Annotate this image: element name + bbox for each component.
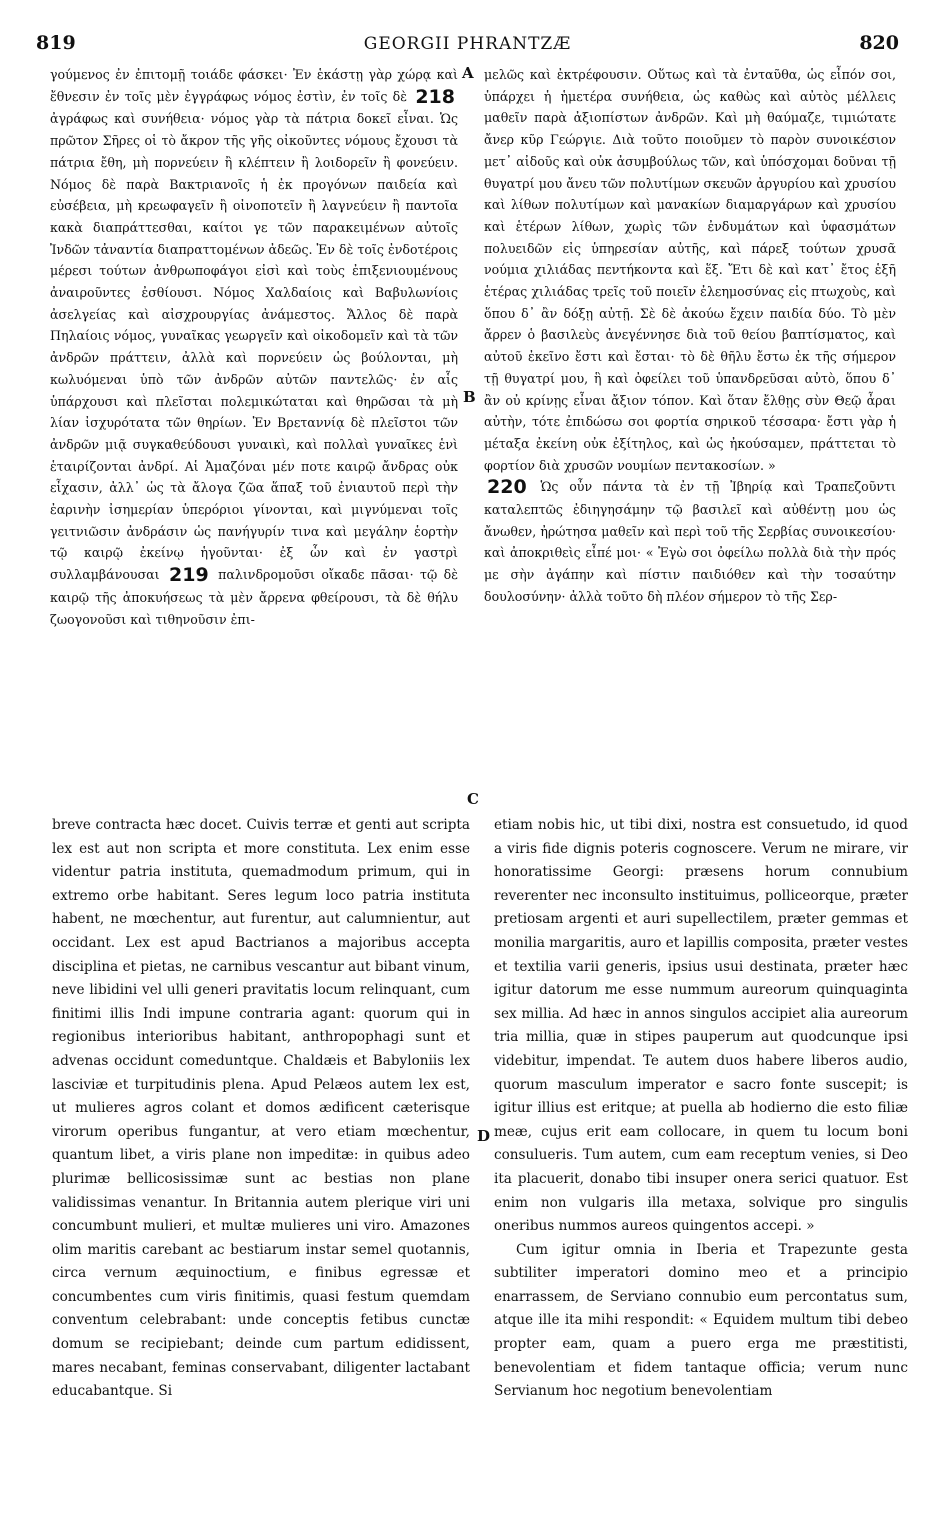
greek-column-right — [484, 64, 896, 804]
margin-letter-a: A — [462, 64, 474, 82]
margin-letter-b: B — [463, 388, 476, 406]
running-head — [36, 32, 899, 62]
latin-left-paragraph: breve contracta hæc docet. Cuivis terræ et genti aut scripta lex est aut non scripta et more constituta. Lex enim esse videntur patria instituta, quemadmodum primum, qui in extremo orbe habitant. Seres legum loco patria instituta habent, ne mœchentur, aut furentur, aut calumnientur, aut occidant. Lex est apud Bactrianos a majoribus accepta disciplina et pietas, ne carnibus vescantur aut bibant vinum, neve libidini vel ulli generi pravitatis locum relinquant, cum finitimi illis Indi impune contraria agant: quorum qui in regionibus interioribus habitant, anthropophagi sunt et advenas occidunt comeduntque. Chaldæis et Babyloniis lex lasciviæ et turpitudinis plena. Apud Pelæos autem lex est, ut mulieres agros colant et domos ædificent cæterisque virorum operibus fungantur, at vero etiam mœchentur, quantum libet, a viris plane non impeditæ: in quibus adeo plurimæ bellicosissimæ sunt ac bestias non plane validissimas venantur. In Britannia autem plerique viri uni concumbunt mulieri, et multæ mulieres uni viro. Amazones olim maritis carebant ac bestiarum instar semel quotannis, circa vernum æquinoctium, e finibus egressæ et concumbentes cum viris finitimis, quasi festum quemdam conventum celebrabant: unde conceptis fetibus cunctæ domum se recipiebant; deinde cum partum edidissent, mares necabant, feminas conservabant, diligenter lactabant educabantque. Si — [52, 817, 470, 1400]
greek-right-paragraph-1: μελῶς καὶ ἐκτρέφουσιν. Οὕτως καὶ τὰ ἐνταῦθα, ὡς εἶπόν σοι, ὑπάρχει ἡ ἡμετέρα συνήθεια, ὡς καθὼς καὶ αὐτὸς μέλλεις μαθεῖν παρὰ ἀξιοπίστων ἀνδρῶν. Καὶ μὴ θαύμαζε, τιμιώτατε ἄνερ κῦρ Γεώργιε. Διὰ τοῦτο ποιοῦμεν τὸ παρὸν συνοικέσιον μετ᾽ αἰδοῦς καὶ οὐκ ἀσυμβούλως τῶν, καὶ ὑπόσχομαι δοῦναι τῇ θυγατρί μου ἄνευ τῶν πολυτίμων σκευῶν ἀργυρίου καὶ χρυσίου καὶ λίθων πολυτίμων καὶ μανακίων διαμαργάρων καὶ χρυσίου καὶ ἑτέρων λίθων, χωρὶς τῶν ἐνδυμάτων καὶ ὑφασμάτων πολυειδῶν εἰς ὑπηρεσίαν αὐτῆς, καὶ πάρεξ τούτων χρυσᾶ νούμια χιλιάδας πεντήκοντα καὶ ἕξ. Ἔτι δὲ καὶ κατ᾽ ἔτος ἑξῆ ἑτέρας χιλιάδας τρεῖς τοῦ ποιεῖν ἐλεημοσύνας εἰς πτωχοὺς, καὶ ὅπου δ᾽ ἂν δόξῃ αὐτῇ. Σὲ δὲ ἀκούω ἔχειν παιδία δύο. Τὸ μὲν ἄρρεν ὁ βασιλεὺς ἀνεγέννησε διὰ τοῦ θείου βαπτίσματος, καὶ αὐτοῦ ἐκεῖνο ἔστι καὶ ἔσται· τὸ δὲ θῆλυ ἔστω ἐκ τῆς σήμερον τῇ θυγατρί μου, ἣ καὶ ὀφείλει τοῦ ὑπανδρεῦσαι αὐτὸ, ὅπου δ᾽ ἂν οὐ κρίνῃς εἶναι ἄξιον τόπον. Καὶ ὅταν ἔλθῃς σὺν Θεῷ ἆραι αὐτὴν, τότε ἐπιδώσω σοι φορτία σηρικοῦ τέσσαρα· ἔστι γὰρ ἡ μέταξα ἐκείνη οὐκ ἐξίτηλος, καὶ ὡς ἠκούσαμεν, πράττεται τὸ φορτίον διὰ χρυσῶν νουμίων πεντακοσίων. » — [484, 67, 896, 473]
greek-left-paragraph — [50, 64, 458, 630]
latin-column-left — [52, 814, 470, 1530]
margin-letter-d: D — [477, 1127, 491, 1145]
left-page-number: 819 — [36, 32, 76, 54]
greek-right-paragraph-2-text: Ὡς οὖν πάντα τὰ ἐν τῇ Ἰβηρίᾳ καὶ Τραπεζοῦντι καταλεπτῶς ἐδιηγησάμην τῷ βασιλεῖ καὶ αὐθέντῃ μου ὡς ἄνωθεν, ἠρώτησα μαθεῖν καὶ περὶ τοῦ τῆς Σερβίας συνοικεσίου· καὶ ἀποκριθεὶς εἶπέ μοι· « Ἐγὼ σοι ὀφείλω πολλὰ διὰ τὴν πρός με σὴν ἀγάπην καὶ πίστιν παιδιόθεν καὶ τὴν τοσαύτην δουλοσύνην· ἀλλὰ τοῦτο δὴ πλέον σήμερον τὸ τῆς Σερ- — [484, 479, 896, 604]
greek-right-paragraph-2 — [484, 476, 896, 607]
latin-column-right — [494, 814, 908, 1530]
section-number-218: 218 — [415, 85, 455, 108]
page-title: GEORGII PHRANTZÆ — [363, 34, 572, 54]
greek-column-left — [50, 64, 458, 804]
section-number-220: 220 — [487, 476, 527, 499]
greek-left-text-middle: ἀγράφως καὶ συνήθεια· νόμος γὰρ τὰ πάτρια δοκεῖ εἶναι. Ὡς πρῶτον Σῆρες οἱ τὸ ἄκρον τῆς γῆς οἰκοῦντες νόμους ἔχουσι τὰ πάτρια ἔθη, μὴ πορνεύειν ἢ κλέπτειν ἢ λοιδορεῖν ἢ φονεύειν. Νόμος δὲ παρὰ Βακτριανοῖς ἡ ἐκ προγόνων παιδεία καὶ εὐσέβεια, μὴ κρεωφαγεῖν ἢ οἰνοποτεῖν ἢ λαγνεύειν ἢ παντοῖα κακὰ διαπράττεσθαι, καίτοι γε τῶν παρακειμένων αὐτοῖς Ἰνδῶν τἀναντία διαπραττομένων ἀδεῶς. Ἐν δὲ τοῖς ἐνδοτέροις μέρεσι τούτων ἀνθρωποφάγοι εἰσὶ καὶ τοὺς ἐπιξενιουμένους ἀναιροῦντες ἐσθίουσι. Νόμος Χαλδαίοις καὶ Βαβυλωνίοις ἀσελγείας καὶ αἰσχρουργίας ἀνάμεστος. Ἄλλος δὲ παρὰ Πηλαίοις νόμος, γυναῖκας γεωργεῖν καὶ οἰκοδομεῖν καὶ τὰ τῶν ἀνδρῶν πράττειν, ἀλλὰ καὶ πορνεύειν ὡς βούλονται, μὴ κωλυόμεναι ὑπὸ τῶν ἀνδρῶν αὐτῶν παντελῶς· ἐν αἷς ὑπάρχουσι καὶ πλεῖσται πολεμικώταται καὶ θηρῶσαι τὰ μὴ λίαν ἰσχυρότατα τῶν θηρίων. Ἐν Βρεταννίᾳ δὲ πλεῖστοι τῶν ἀνδρῶν μιᾷ συγκαθεύδουσι γυναικὶ, καὶ πολλαὶ γυναῖκες ἑνὶ ἑταιρίζονται ἀνδρί. Αἱ Ἀμαζόναι μέν ποτε καιρῷ ἄνδρας οὐκ εἶχασιν, ἀλλ᾽ ὡς τὰ ἄλογα ζῶα ἅπαξ τοῦ ἐνιαυτοῦ περὶ τὴν ἐαρινὴν ἰσημερίαν ὑπερόριοι γίνονται, καὶ μιγνύμεναι τοῖς γειτνιῶσιν ἀνδράσιν ὡς πανήγυρίν τινα καὶ μεγάλην ἑορτὴν τῷ καιρῷ ἐκείνῳ ἡγοῦνται· ἐξ ὧν καὶ ἐν γαστρὶ συλλαμβάνουσαι — [50, 111, 458, 583]
greek-left-text-end: παλινδρομοῦσι οἴκαδε πᾶσαι· τῷ δὲ καιρῷ τῆς ἀποκυήσεως τὰ μὲν ἄρρενα φθείρουσι, τὰ δὲ θήλυ ζωογονοῦσι καὶ τιθηνοῦσιν ἐπι- — [50, 567, 458, 627]
margin-letter-c: C — [467, 790, 479, 808]
latin-right-paragraph-1: etiam nobis hic, ut tibi dixi, nostra est consuetudo, id quod a viris fide dignis poteris cognoscere. Verum ne mirare, vir honoratissime Georgi: præsens horum connubium reverenter nec inconsulto instituimus, polliceorque, præter pretiosam argenti et auri supellectilem, præter gemmas et monilia margaritis, auro et lapillis composita, præter vestes et textilia varii generis, ipsius usui destinata, præter hæc igitur datorum me esse nummum aureorum quinquaginta sex millia. Ad hæc in annos singulos accipiet alia aureorum tria millia, quæ in stipes pauperum aut quodcunque ipsi videbitur, impendat. Te autem duos habere liberos audio, quorum masculum imperator e sacro fonte suscepit; is igitur illius est eritque; at puella ab hodierno die esto filiæ meæ, cujus erit eam collocare, in quem tu locum boni consulueris. Tum autem, cum eam receptum venies, si Deo ita placuerit, donabo tibi insuper onera serici quatuor. Est enim non vulgaris illa metaxa, solvique pro singulis oneribus nummos aureos quingentos accepi. » — [494, 817, 908, 1235]
greek-left-text-start: γούμενος ἐν ἐπιτομῇ τοιάδε φάσκει· Ἐν ἑκάστῃ γὰρ χώρᾳ καὶ ἔθνεσιν ἐν τοῖς μὲν ἐγγράφως νόμος ἐστὶν, ἐν τοῖς δὲ — [50, 67, 458, 104]
latin-right-paragraph-2: Cum igitur omnia in Iberia et Trapezunte gesta subtiliter imperatori domino meo et a principio enarrassem, de Serviano connubio eum percontatus sum, atque ille ita mihi respondit: « Equidem multum tibi debeo propter eam, quam a puero erga me præstitisti, benevolentiam et fidem tantaque officia; verum nunc Servianum hoc negotium benevolentiam — [494, 1241, 908, 1400]
right-page-number: 820 — [859, 32, 899, 54]
section-number-219: 219 — [169, 564, 209, 587]
